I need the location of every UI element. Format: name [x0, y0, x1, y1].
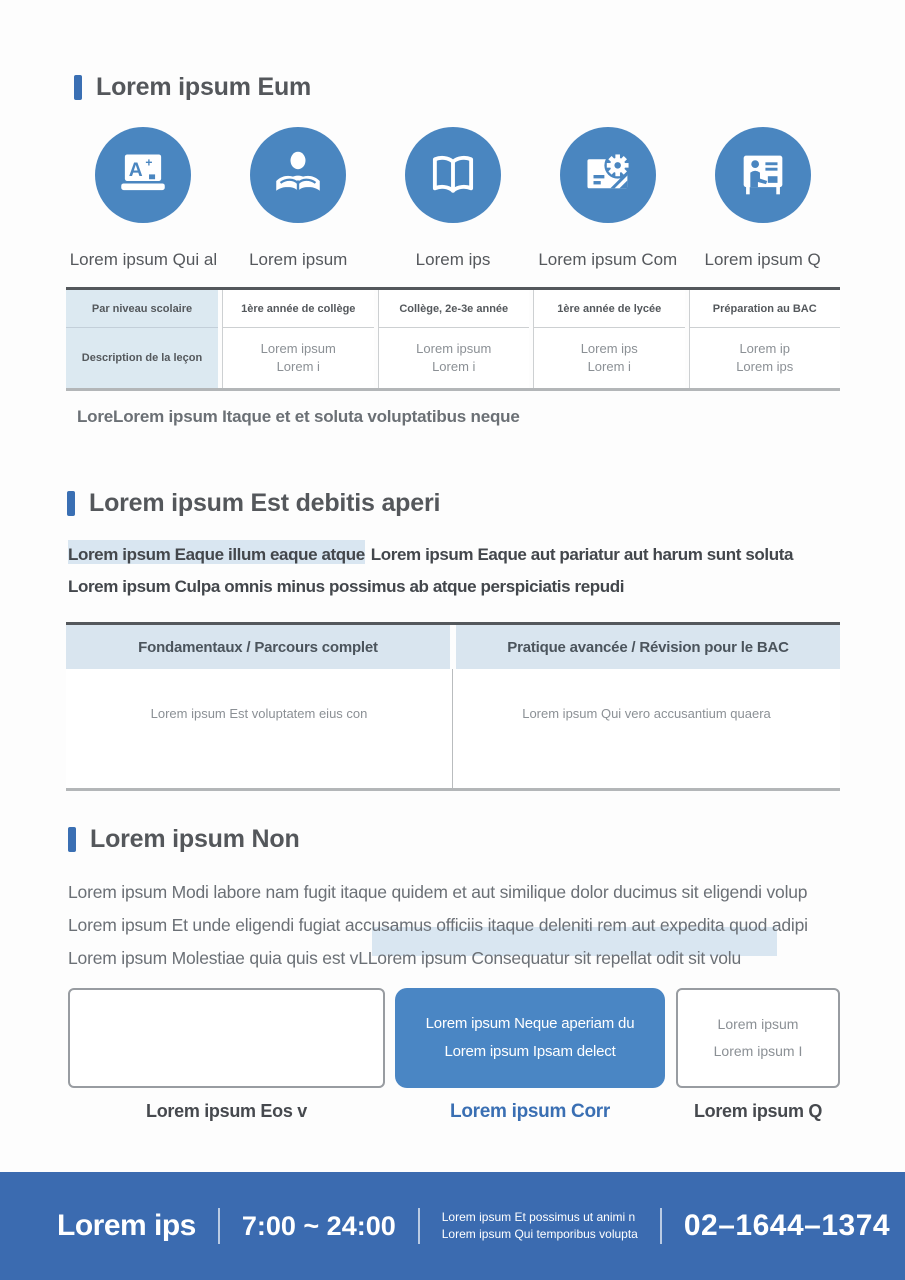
- highlighted-text: Lorem ipsum Eaque illum eaque atque: [68, 545, 365, 564]
- feature-label: Lorem ipsum Com: [538, 250, 678, 269]
- courses-col-header: Fondamentaux / Parcours complet: [66, 625, 450, 669]
- certificate-gear-icon: [560, 127, 656, 223]
- courses-col-body: Lorem ipsum Qui vero accusantium quaera: [522, 706, 771, 721]
- outline-card-line-2: Lorem ipsum I: [713, 1043, 803, 1059]
- feature-icon-row: [66, 127, 840, 270]
- intro-line-2: Lorem ipsum Culpa omnis minus possimus ab atque perspiciatis repudi: [68, 576, 625, 596]
- open-book-icon: [405, 127, 501, 223]
- feature-item: [376, 127, 531, 270]
- table-cell: Lorem ip Lorem ips: [736, 341, 794, 374]
- svg-text:A: A: [129, 160, 144, 182]
- footer-note-line-1: Lorem ipsum Et possimus ut animi n: [441, 1210, 636, 1224]
- section-title: Lorem ipsum Non: [90, 825, 300, 853]
- section-heading-features: [74, 73, 311, 102]
- table-cell: Lorem ipsum Lorem i: [260, 341, 336, 374]
- footer-divider: [418, 1208, 420, 1244]
- table-cell: Lorem ipsum Lorem i: [416, 341, 492, 374]
- card-label-1: Lorem ipsum Eos v: [146, 1101, 307, 1121]
- feature-item: [685, 127, 840, 270]
- info-line-3: Lorem ipsum Molestiae quia quis est vLLorem ipsum Consequatur sit repellat odit sit volu: [68, 948, 742, 969]
- table-col-header: Préparation au BAC: [690, 290, 841, 328]
- levels-table: [66, 287, 840, 391]
- courses-col-body: Lorem ipsum Est voluptatem eius con: [66, 669, 453, 788]
- table-cell: Lorem ips Lorem i: [580, 341, 638, 374]
- info-line-2: Lorem ipsum Et unde eligendi fugiat accusamus officiis itaque deleniti rem aut expedita quod adipi: [68, 915, 808, 936]
- table-corner-cell: Par niveau scolaire: [66, 290, 218, 328]
- feature-label: Lorem ips: [415, 250, 491, 269]
- courses-col-header: Pratique avancée / Révision pour le BAC: [456, 625, 840, 669]
- section-title: Lorem ipsum Est debitis aperi: [89, 489, 441, 517]
- table-column: [689, 290, 841, 388]
- table-column: [222, 290, 374, 388]
- empty-card: [68, 988, 385, 1088]
- courses-table: [66, 622, 840, 791]
- person-reading-icon: [250, 127, 346, 223]
- table-column: [533, 290, 685, 388]
- feature-label: Lorem ipsum Q: [704, 250, 821, 269]
- primary-card-line-1: Lorem ipsum Neque aperiam du: [425, 1015, 635, 1032]
- footer-phone-number: 02–1644–1374: [683, 1209, 891, 1242]
- courses-intro: [68, 539, 848, 602]
- info-paragraph: [68, 876, 858, 976]
- table-row-header-column: [66, 290, 218, 388]
- table-col-header: 1ère année de collège: [223, 290, 374, 328]
- primary-card-line-2: Lorem ipsum Ipsam delect: [444, 1043, 616, 1060]
- footer-note: [442, 1209, 638, 1243]
- outline-card: [676, 988, 840, 1088]
- table-col-header: 1ère année de lycée: [534, 290, 685, 328]
- table-caption: LoreLorem ipsum Itaque et et soluta voluptatibus neque: [77, 407, 520, 426]
- feature-item: [66, 127, 221, 270]
- svg-text:+: +: [145, 155, 153, 170]
- footer-hours: 7:00 ~ 24:00: [241, 1210, 396, 1241]
- primary-action-card[interactable]: [395, 988, 665, 1088]
- footer-brand: Lorem ips: [57, 1209, 196, 1242]
- outline-card-line-1: Lorem ipsum: [717, 1016, 799, 1032]
- info-line-1: Lorem ipsum Modi labore nam fugit itaque quidem et aut similique dolor ducimus sit eligendi volup: [68, 882, 808, 902]
- table-column: [378, 290, 530, 388]
- intro-line-1: Lorem ipsum Eaque illum eaque atque Lorem ipsum Eaque aut pariatur aut harum sunt soluta: [68, 545, 794, 564]
- footer-divider: [218, 1208, 220, 1244]
- feature-item: [530, 127, 685, 270]
- classroom-teacher-icon: [715, 127, 811, 223]
- feature-label: Lorem ipsum Qui al: [69, 250, 218, 269]
- footer-note-line-2: Lorem ipsum Qui temporibus volupta: [441, 1227, 638, 1241]
- table-row-label: Description de la leçon: [81, 352, 203, 364]
- section-heading-courses: [67, 489, 440, 518]
- feature-item: [221, 127, 376, 270]
- card-label-2: Lorem ipsum Corr: [450, 1101, 610, 1122]
- footer-bar: [0, 1172, 905, 1280]
- feature-label: Lorem ipsum: [249, 250, 348, 269]
- section-heading-info: [68, 825, 300, 854]
- grade-board-icon: [95, 127, 191, 223]
- footer-divider: [660, 1208, 662, 1244]
- section-title: Lorem ipsum Eum: [96, 73, 312, 101]
- heading-accent-bar: [67, 491, 75, 516]
- heading-accent-bar: [68, 827, 76, 852]
- card-label-3: Lorem ipsum Q: [693, 1101, 823, 1121]
- table-col-header: Collège, 2e-3e année: [379, 290, 530, 328]
- heading-accent-bar: [74, 75, 82, 100]
